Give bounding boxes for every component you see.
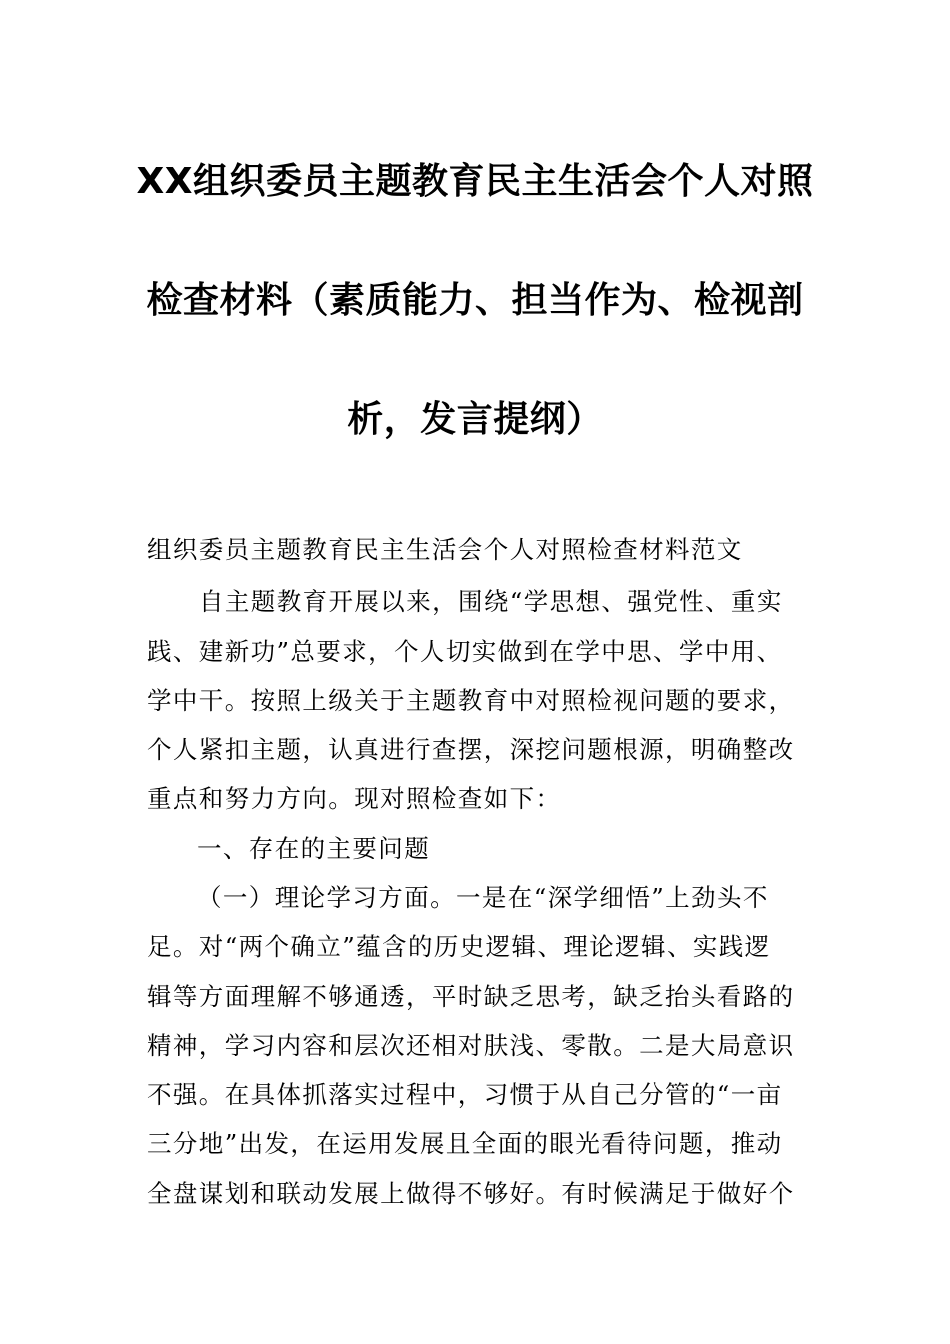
paragraph-1-line-5: 重点和努力方向。现对照检查如下： [147,784,562,813]
paragraph-1-line-4: 个人紧扣主题，认真进行查摆，深挖问题根源，明确整改 [147,735,795,764]
paragraph-2-line-1: （一）理论学习方面。一是在“深学细悟”上劲头不 [197,883,769,912]
paragraph-2-line-5: 不强。在具体抓落实过程中，习惯于从自己分管的“一亩 [147,1080,783,1109]
document-title-line-2: 检查材料（素质能力、担当作为、检视剖 [146,280,804,321]
document-title-line-1: XX组织委员主题教育民主生活会个人对照 [136,161,814,202]
paragraph-2-line-4: 精神，学习内容和层次还相对肤浅、零散。二是大局意识 [147,1031,795,1060]
paragraph-1-line-3: 学中干。按照上级关于主题教育中对照检视问题的要求， [147,686,795,715]
paragraph-2-line-2: 足。对“两个确立”蕴含的历史逻辑、理论逻辑、实践逻 [147,932,771,961]
section-1-heading: 一、存在的主要问题 [197,834,431,863]
paragraph-2-line-7: 全盘谋划和联动发展上做得不够好。有时候满足于做好个 [147,1179,795,1208]
paragraph-2-line-3: 辑等方面理解不够通透，平时缺乏思考，缺乏抬头看路的 [147,982,795,1011]
paragraph-1-line-1: 自主题教育开展以来，围绕“学思想、强党性、重实 [199,587,783,616]
document-subtitle: 组织委员主题教育民主生活会个人对照检查材料范文 [147,535,743,564]
paragraph-1-line-2: 践、建新功”总要求，个人切实做到在学中思、学中用、 [147,637,783,666]
paragraph-2-line-6: 三分地”出发，在运用发展且全面的眼光看待问题，推动 [147,1129,783,1158]
document-title-line-3: 析，发言提纲） [347,399,603,440]
